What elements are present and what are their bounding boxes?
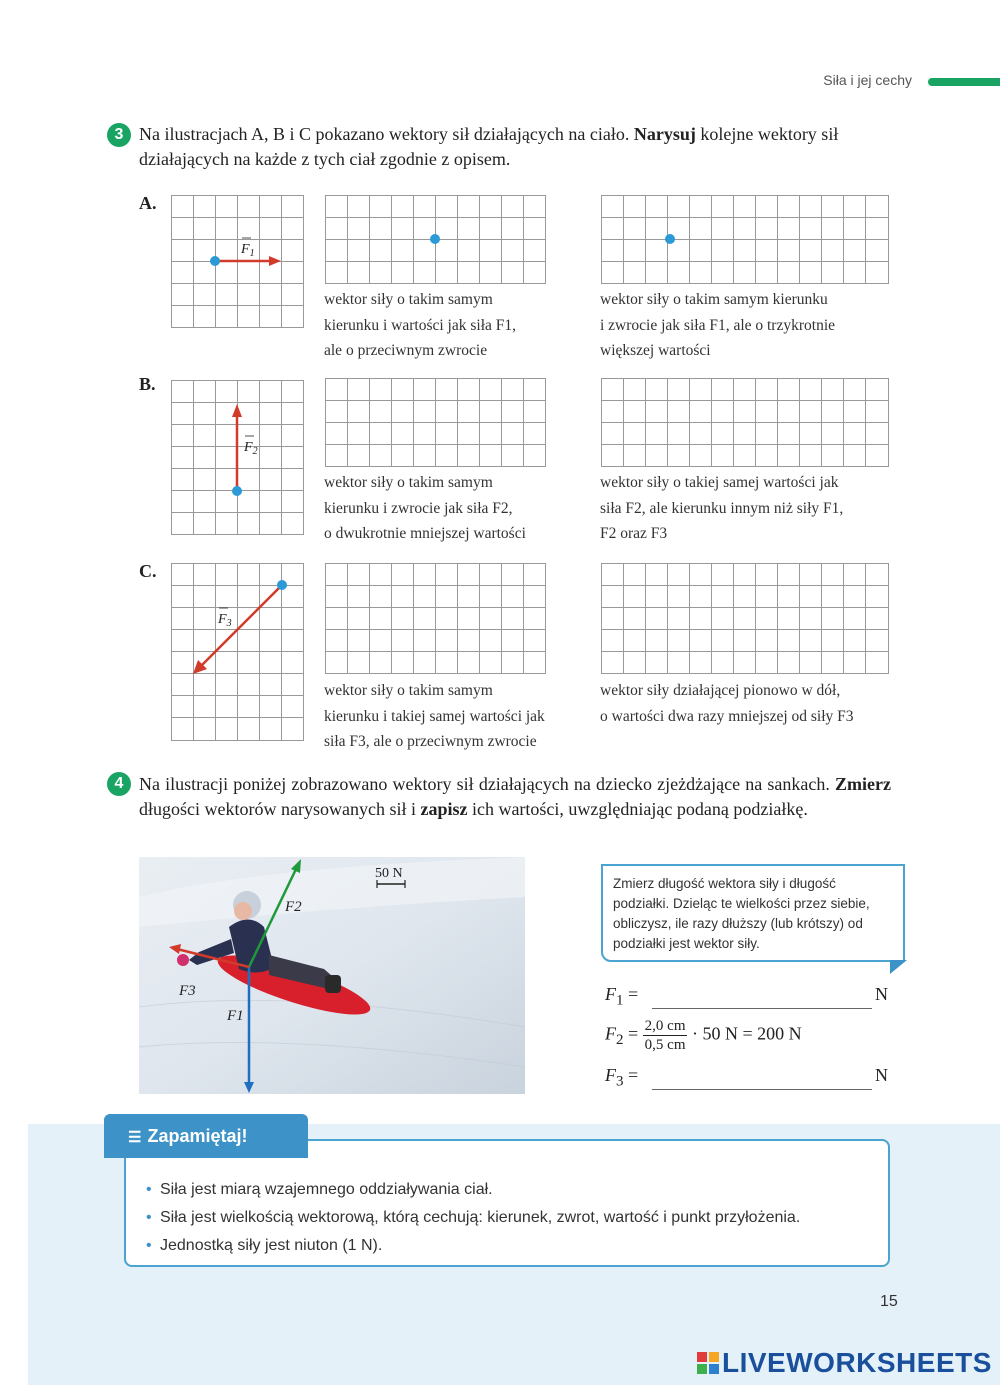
row-label-b: B. <box>139 374 156 394</box>
answer-input-f3[interactable] <box>652 1071 872 1090</box>
desc-b-1: wektor siły o takim samym kierunku i zwrocie jak siła F2, o dwukrotnie mniejszej wartości <box>324 474 526 542</box>
arrowhead-icon <box>232 404 242 417</box>
chapter-accent-bar <box>928 78 1000 86</box>
list-item: • Siła jest wielkością wektorową, którą cechują: kierunek, zwrot, wartość i punkt przyłożenia. <box>146 1204 800 1232</box>
grid-c-draw-2[interactable] <box>601 563 890 675</box>
row-label-c: C. <box>139 561 157 581</box>
grid-a-example <box>171 195 305 329</box>
grid-c-example <box>171 563 305 742</box>
desc-a-2: wektor siły o takim samym kierunku i zwrocie jak siła F1, ale o trzykrotnie większej wartości <box>600 291 836 359</box>
force-vector-f3 <box>200 585 282 667</box>
grid-b-draw-2[interactable] <box>601 378 890 468</box>
chapter-title: Siła i jej cechy <box>823 72 912 88</box>
answer-input-f1[interactable] <box>652 990 872 1009</box>
scale-label: 50 N <box>375 866 403 881</box>
hint-corner-icon <box>890 960 907 974</box>
grid-b-draw-1[interactable] <box>325 378 547 468</box>
unit-f1: N <box>875 984 888 1004</box>
grid-b-example <box>171 380 305 536</box>
task-4-instruction: Na ilustracji poniżej zobrazowano wektory sił działających na dziecko zjeżdżające na sankach. Zmierz długości wektorów narysowanych sił i zapisz ich wartości, uwzględniając podaną podziałkę. <box>139 774 891 819</box>
photo-label-f2: F2 <box>285 899 302 915</box>
vector-label-f1: $F_1$ <box>241 242 255 259</box>
liveworksheets-logo: LIVEWORKSHEETS <box>697 1347 992 1379</box>
row-label-a: A. <box>139 193 157 213</box>
task-3-number: 3 <box>107 123 131 147</box>
application-point <box>430 234 440 244</box>
vector-label-f2: $F_2$ <box>244 440 258 457</box>
desc-c-2: wektor siły działającej pionowo w dół, o wartości dwa razy mniejszej od siły F3 <box>600 682 854 725</box>
photo-label-f1: F1 <box>227 1008 244 1024</box>
desc-a-1: wektor siły o takim samym kierunku i wartości jak siła F1, ale o przeciwnym zwrocie <box>324 291 516 359</box>
application-point <box>665 234 675 244</box>
hint-box: Zmierz długość wektora siły i długość podziałki. Dzieląc te wielkości przez siebie, obliczysz, ile razy dłuższy (lub krótszy) od podziałki jest wektor siły. <box>601 864 905 962</box>
vector-label-f3: $F_3$ <box>218 612 232 629</box>
application-point <box>232 486 242 496</box>
application-point <box>277 580 287 590</box>
desc-b-2: wektor siły o takiej samej wartości jak siła F2, ale kierunku innym niż siły F1, F2 oraz F3 <box>600 474 844 542</box>
list-item: • Siła jest miarą wzajemnego oddziaływania ciał. <box>146 1176 800 1204</box>
task-4-number: 4 <box>107 772 131 796</box>
sledding-photo <box>139 857 525 1094</box>
grid-a-draw-2[interactable] <box>601 195 890 285</box>
grid-a-draw-1[interactable] <box>325 195 547 285</box>
unit-f3: N <box>875 1065 888 1085</box>
equation-f3: $F_3$ = <box>605 1065 639 1090</box>
remember-list <box>146 1176 800 1260</box>
list-item: • Jednostką siły jest niuton (1 N). <box>146 1232 800 1260</box>
remember-tab: ☰ Zapamiętaj! <box>104 1114 308 1158</box>
equation-f2: $F_2$ = $\frac{2,0 cm}{0,5 cm} \cdot 50$ N = 200 N <box>605 1018 802 1053</box>
liveworksheets-icon <box>697 1352 719 1374</box>
page-number: 15 <box>880 1293 898 1310</box>
equation-f1: $F_1$ = <box>605 984 639 1009</box>
task-3-instruction: Na ilustracjach A, B i C pokazano wektory sił działających na ciało. Narysuj kolejne wektory sił działających na każde z tych ciał zgodnie z opisem. <box>139 124 839 169</box>
layers-icon: ☰ <box>128 1129 142 1146</box>
grid-c-draw-1[interactable] <box>325 563 547 675</box>
desc-c-1: wektor siły o takim samym kierunku i takiej samej wartości jak siła F3, ale o przeciwnym zwrocie <box>324 682 545 750</box>
photo-label-f3: F3 <box>179 983 196 999</box>
application-point <box>210 256 220 266</box>
arrowhead-icon <box>269 256 281 266</box>
